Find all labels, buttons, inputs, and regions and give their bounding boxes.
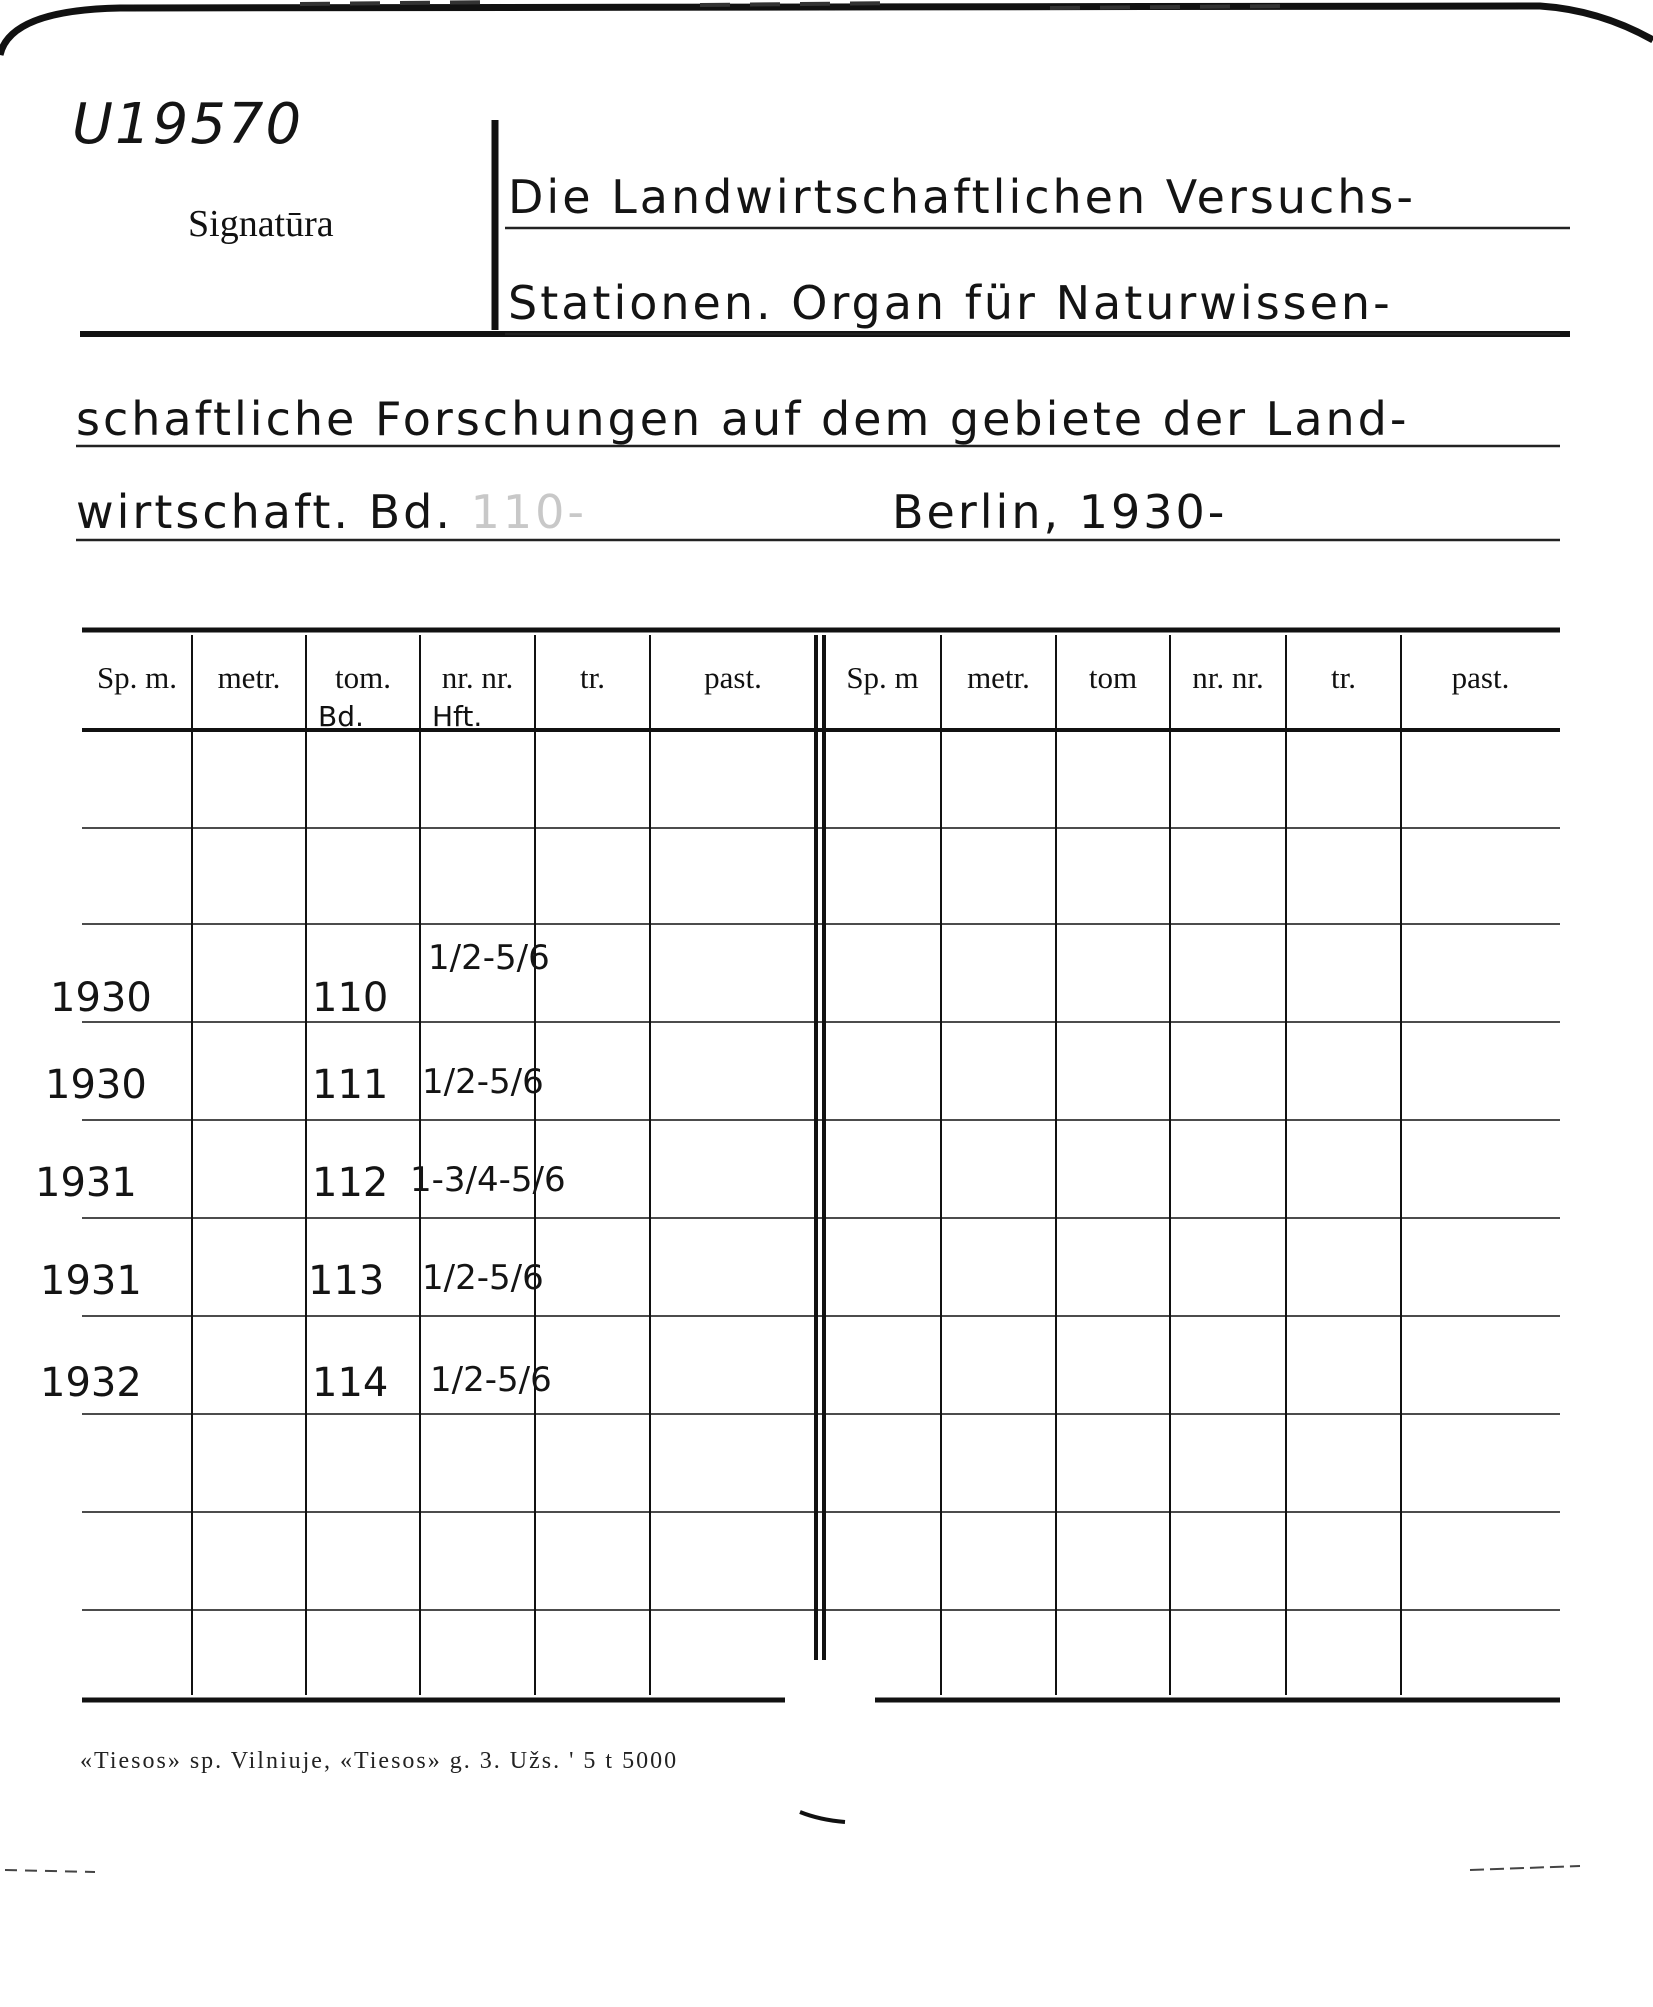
header-nr-right: nr. nr. [1192, 660, 1264, 695]
call-number: U19570 [72, 92, 304, 157]
title-line-1: Die Landwirtschaftlichen Versuchs- [508, 170, 1416, 224]
row-5-tom: 114 [312, 1360, 389, 1406]
header-sp-m-right: Sp. m [846, 660, 919, 695]
row-2-tom: 111 [312, 1062, 389, 1108]
header-nr-left: nr. nr. [441, 660, 514, 695]
title-line-2: Stationen. Organ für Naturwissen- [508, 276, 1393, 330]
header-metr-right: metr. [967, 660, 1030, 695]
row-1-year: 1930 [50, 975, 152, 1021]
row-5-year: 1932 [40, 1360, 142, 1406]
header-tom-left: tom. [335, 660, 391, 695]
row-1-nr: 1/2-5/6 [428, 938, 550, 978]
title-line-3: schaftliche Forschungen auf dem gebiete der Land- [76, 392, 1410, 446]
printer-imprint: «Tiesos» sp. Vilniuje, «Tiesos» g. 3. Užs. ' 5 t 5000 [80, 1748, 679, 1774]
row-3-year: 1931 [35, 1160, 137, 1206]
header-tr-left: tr. [580, 660, 605, 695]
row-5-nr: 1/2-5/6 [430, 1360, 552, 1400]
row-3-nr: 1-3/4-5/6 [410, 1160, 566, 1200]
header-tom-right: tom [1088, 660, 1138, 695]
header-sp-m-left: Sp. m. [96, 660, 178, 695]
header-past-left: past. [704, 660, 762, 695]
header-nr-annotation: Hft. [432, 700, 483, 733]
title-line-4-text: wirtschaft. Bd. [76, 485, 453, 539]
place-date: Berlin, 1930- [892, 485, 1228, 539]
row-3-tom: 112 [312, 1160, 389, 1206]
row-1-tom: 110 [312, 975, 389, 1021]
signatura-label: Signatūra [188, 203, 334, 245]
faint-volume: 110- [470, 485, 588, 539]
header-tr-right: tr. [1331, 660, 1356, 695]
row-2-nr: 1/2-5/6 [422, 1062, 544, 1102]
row-2-year: 1930 [45, 1062, 147, 1108]
header-past-right: past. [1451, 660, 1510, 695]
header-metr-left: metr. [217, 660, 281, 695]
bottom-marks [0, 1780, 1653, 1900]
row-4-year: 1931 [40, 1258, 142, 1304]
row-4-tom: 113 [308, 1258, 385, 1304]
header-tom-annotation: Bd. [318, 700, 364, 733]
row-4-nr: 1/2-5/6 [422, 1258, 544, 1298]
